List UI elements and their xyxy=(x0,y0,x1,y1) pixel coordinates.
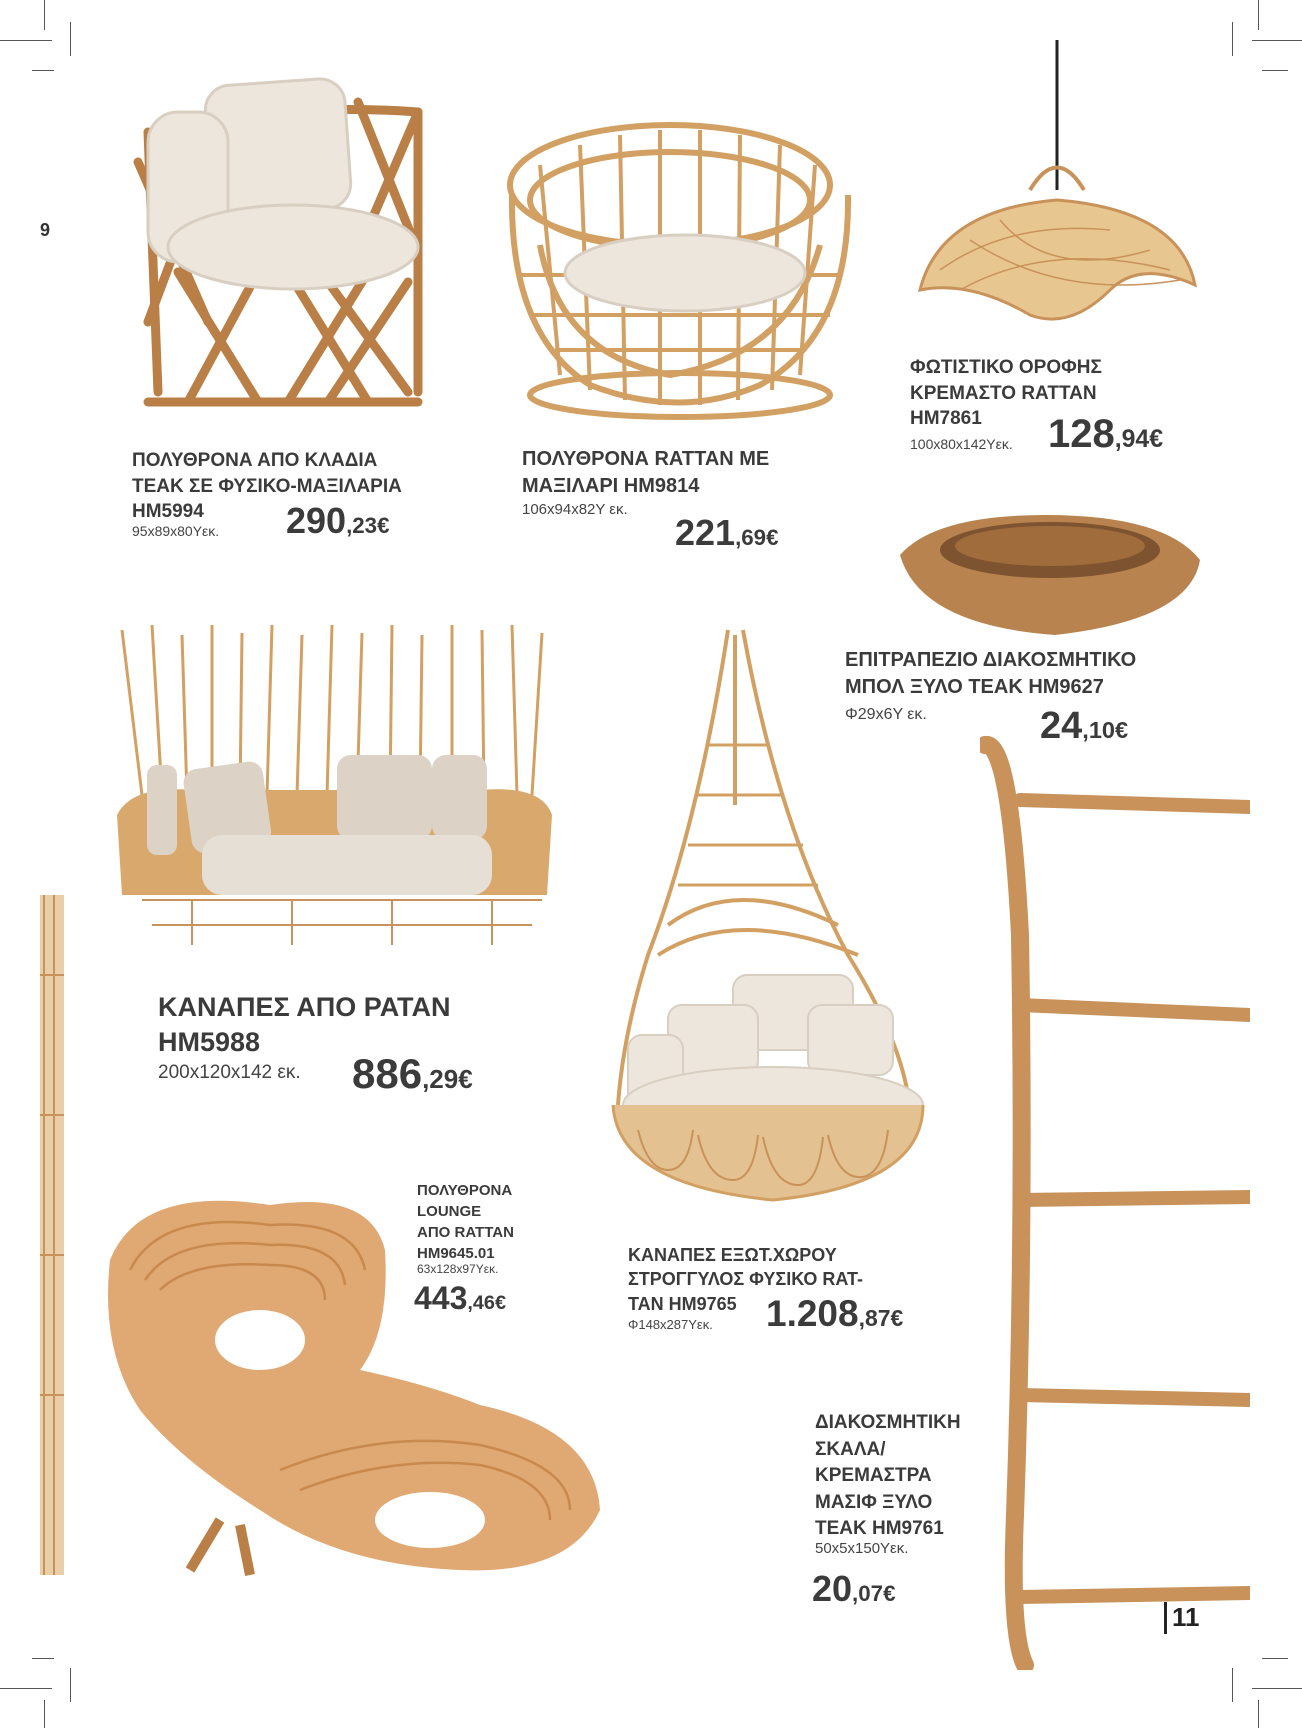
side-page-marker: 9 xyxy=(40,220,51,240)
crop-mark xyxy=(1262,70,1288,71)
product-price: 221,69€ xyxy=(675,512,779,553)
crop-mark xyxy=(44,1700,45,1728)
crop-mark xyxy=(1252,1688,1302,1689)
teak-ladder-image xyxy=(980,735,1250,1670)
product-dimensions: 95x89x80Υεκ. xyxy=(132,523,220,539)
crop-mark xyxy=(1232,1668,1233,1702)
crop-mark xyxy=(32,70,54,71)
crop-mark xyxy=(1258,0,1259,30)
product-dimensions: 63x128x97Υεκ. xyxy=(417,1262,499,1276)
product-title: ΕΠΙΤΡΑΠΕΖΙΟ ΔΙΑΚΟΣΜΗΤΙΚΟ ΜΠΟΛ ΞΥΛΟ ΤΕΑΚ HM9627 xyxy=(845,649,1137,698)
product-dimensions: Φ148x287Υεκ. xyxy=(628,1317,713,1332)
product-price: 24,10€ xyxy=(1040,705,1129,747)
product-dimensions: 106x94x82Υ εκ. xyxy=(522,501,628,518)
product-price: 290,23€ xyxy=(286,500,390,541)
rattan-sofa-image xyxy=(112,625,557,980)
crop-mark xyxy=(1232,22,1233,56)
partial-rattan-screen-image xyxy=(40,895,68,1575)
product-title: ΚΑΝΑΠΕΣ ΕΞΩΤ.ΧΩΡΟΥ ΣΤΡΟΓΓΥΛΟΣ ΦΥΣΙΚΟ RAT- TAN HM9765 xyxy=(628,1245,864,1314)
product-title: ΠΟΛΥΘΡΟΝΑ ΑΠΟ ΚΛΑΔΙΑ ΤΕΑΚ ΣΕ ΦΥΣΙΚΟ-ΜΑΞΙΛΑΡΙΑ HM5994 xyxy=(132,450,402,523)
rattan-lounge-chair-image xyxy=(100,1180,610,1580)
product-price: 1.208,87€ xyxy=(766,1293,904,1334)
product-dimensions: 50x5x150Υεκ. xyxy=(815,1540,909,1557)
crop-mark xyxy=(70,22,71,56)
crop-mark xyxy=(32,1658,54,1659)
page-number-bar xyxy=(1164,1602,1167,1634)
product-dimensions: Φ29x6Υ εκ. xyxy=(845,706,927,723)
product-dimensions: 100x80x142Υεκ. xyxy=(910,436,1013,452)
product-price: 443,46€ xyxy=(414,1280,506,1316)
product-title: ΦΩΤΙΣΤΙΚΟ ΟΡΟΦΗΣ ΚΡΕΜΑΣΤΟ RATTAN HM7861 xyxy=(910,357,1102,430)
crop-mark xyxy=(70,1668,71,1702)
teak-wood-bowl-image xyxy=(895,510,1205,640)
crop-mark xyxy=(0,1688,52,1689)
product-title: ΠΟΛΥΘΡΟΝΑ LOUNGE ΑΠΟ RATTAN HM9645.01 xyxy=(417,1182,514,1262)
product-title: ΠΟΛΥΘΡΟΝΑ RATTAN ΜΕ ΜΑΞΙΛΑΡΙ HM9814 xyxy=(522,448,770,497)
product-title: ΚΑΝΑΠΕΣ ΑΠΟ ΡΑΤΑΝ HM5988 xyxy=(158,992,451,1058)
product-price: 128,94€ xyxy=(1048,412,1164,456)
rattan-round-armchair-image xyxy=(500,105,860,425)
product-price: 886,29€ xyxy=(352,1050,473,1097)
round-outdoor-daybed-image xyxy=(608,625,928,1220)
product-title: ΔΙΑΚΟΣΜΗΤΙΚΗ ΣΚΑΛΑ/ ΚΡΕΜΑΣΤΡΑ ΜΑΣΙΦ ΞΥΛΟ ΤΕΑΚ HM9761 xyxy=(815,1412,961,1540)
rattan-pendant-lamp-image xyxy=(910,40,1200,330)
crop-mark xyxy=(44,0,45,30)
product-price: 20,07€ xyxy=(812,1568,896,1609)
page-number: 11 xyxy=(1172,1602,1200,1632)
crop-mark xyxy=(1252,40,1302,41)
crop-mark xyxy=(0,40,52,41)
teak-branch-armchair-image xyxy=(118,72,448,422)
crop-mark xyxy=(1258,1700,1259,1728)
product-dimensions: 200x120x142 εκ. xyxy=(158,1062,301,1083)
crop-mark xyxy=(1262,1658,1288,1659)
